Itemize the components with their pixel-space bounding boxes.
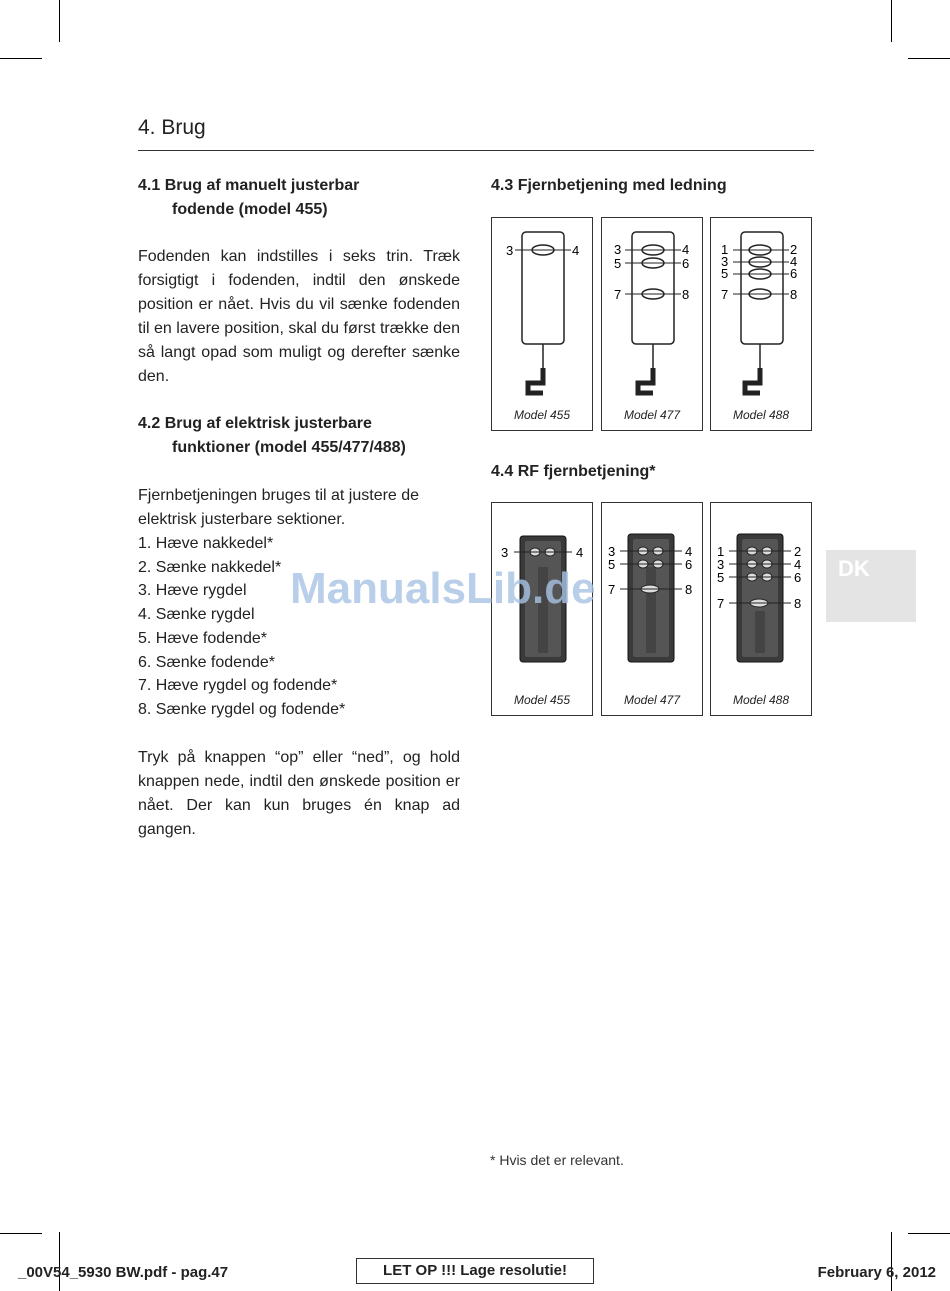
wired-remote-drawing: [492, 218, 594, 432]
heading-4-1-line1: 4.1 Brug af manuelt justerbar: [138, 177, 360, 194]
crop-mark: [59, 0, 60, 42]
button-number: 3: [608, 544, 616, 559]
button-number: 5: [614, 256, 622, 271]
button-number: 1: [717, 544, 725, 559]
crop-mark: [891, 1232, 892, 1291]
footnote: * Hvis det er relevant.: [490, 1152, 624, 1168]
crop-mark: [0, 1233, 42, 1234]
panel-label: Model 455: [513, 693, 571, 707]
list-item: 2. Sænke nakkedel*: [138, 558, 282, 576]
panel-label: Model 488: [732, 408, 790, 422]
button-number: 6: [794, 570, 802, 585]
button-number: 6: [685, 557, 693, 572]
button-number: 3: [614, 242, 622, 257]
list-item: 7. Hæve rygdel og fodende*: [138, 677, 338, 695]
rf-remote-panel-488: [710, 502, 812, 716]
button-number: 4: [682, 242, 690, 257]
crop-mark: [908, 1233, 950, 1234]
button-number: 4: [576, 545, 584, 560]
panel-label: Model 455: [513, 408, 571, 422]
button-number: 8: [794, 596, 802, 611]
wired-remote-panel-488: [710, 217, 812, 431]
heading-4-1-line2: fodende (model 455): [172, 201, 328, 218]
list-item: 8. Sænke rygdel og fodende*: [138, 700, 346, 718]
button-number: 7: [717, 596, 725, 611]
footer-resolution-notice: LET OP !!! Lage resolutie!: [356, 1258, 594, 1284]
heading-4-2-line2: funktioner (model 455/477/488): [172, 439, 406, 456]
panel-label: Model 488: [732, 693, 790, 707]
section-title: 4. Brug: [138, 116, 206, 139]
button-number: 3: [501, 545, 509, 560]
list-item: 6. Sænke fodende*: [138, 653, 275, 671]
button-number: 4: [685, 544, 693, 559]
list-item: 5. Hæve fodende*: [138, 629, 267, 647]
button-number: 4: [794, 557, 802, 572]
button-number: 7: [614, 287, 622, 302]
heading-4-2-line1: 4.2 Brug af elektrisk justerbare: [138, 415, 372, 432]
button-number: 2: [790, 242, 798, 257]
footer-filename: _00V54_5930 BW.pdf - pag.47: [18, 1264, 229, 1281]
list-item: 1. Hæve nakkedel*: [138, 535, 274, 552]
heading-4-1: [138, 174, 468, 222]
button-number: 3: [717, 557, 725, 572]
crop-mark: [0, 58, 42, 59]
button-number: 8: [790, 287, 798, 302]
button-number: 4: [572, 243, 580, 258]
list-item: 4. Sænke rygdel: [138, 606, 255, 624]
button-number: 8: [685, 582, 693, 597]
wired-remote-drawing: [602, 218, 704, 432]
rf-remote-panel-477: [601, 502, 703, 716]
footer-date: February 6, 2012: [817, 1264, 936, 1281]
wired-remote-drawing: [711, 218, 813, 432]
button-number: 1: [721, 242, 729, 257]
button-number: 2: [794, 544, 802, 559]
crop-mark: [908, 58, 950, 59]
heading-4-3: 4.3 Fjernbetjening med ledning: [491, 177, 727, 194]
button-number: 7: [608, 582, 616, 597]
button-number: 5: [721, 266, 729, 281]
button-number: 7: [721, 287, 729, 302]
panel-label: Model 477: [623, 693, 681, 707]
button-number: 3: [721, 254, 729, 269]
wired-remote-panel-455: [491, 217, 593, 431]
rf-remote-drawing: [602, 503, 704, 717]
title-divider: [138, 150, 814, 151]
paragraph-4-2-intro: Fjernbetjeningen bruges til at justere de elektrisk justerbare sektioner.: [138, 487, 420, 528]
watermark: ManualsLib.de: [290, 564, 596, 613]
panel-label: Model 477: [623, 408, 681, 422]
heading-4-2: [138, 412, 468, 460]
language-tab-label: DK: [838, 556, 870, 581]
wired-remote-panel-477: [601, 217, 703, 431]
button-number: 6: [790, 266, 798, 281]
crop-mark: [59, 1232, 60, 1291]
paragraph-4-1: Fodenden kan indstilles i seks trin. Træk forsigtigt i fodenden, indtil den ønskede position er nået. Hvis du vil sænke fodenden til en lavere position, skal du først trække den så langt opad som muligt og derefter sænke den.: [138, 248, 460, 385]
list-item: 3. Hæve rygdel: [138, 582, 247, 600]
function-list: [138, 532, 345, 722]
button-number: 5: [608, 557, 616, 572]
rf-remote-drawing: [711, 503, 813, 717]
button-number: 4: [790, 254, 798, 269]
paragraph-4-2-outro: Tryk på knappen “op” eller “ned”, og hold knappen nede, indtil den ønskede position er nået. Der kan kun bruges én knap ad gangen.: [138, 749, 460, 838]
button-number: 6: [682, 256, 690, 271]
crop-mark: [891, 0, 892, 42]
button-number: 8: [682, 287, 690, 302]
button-number: 5: [717, 570, 725, 585]
heading-4-4: 4.4 RF fjernbetjening*: [491, 463, 656, 480]
button-number: 3: [506, 243, 514, 258]
